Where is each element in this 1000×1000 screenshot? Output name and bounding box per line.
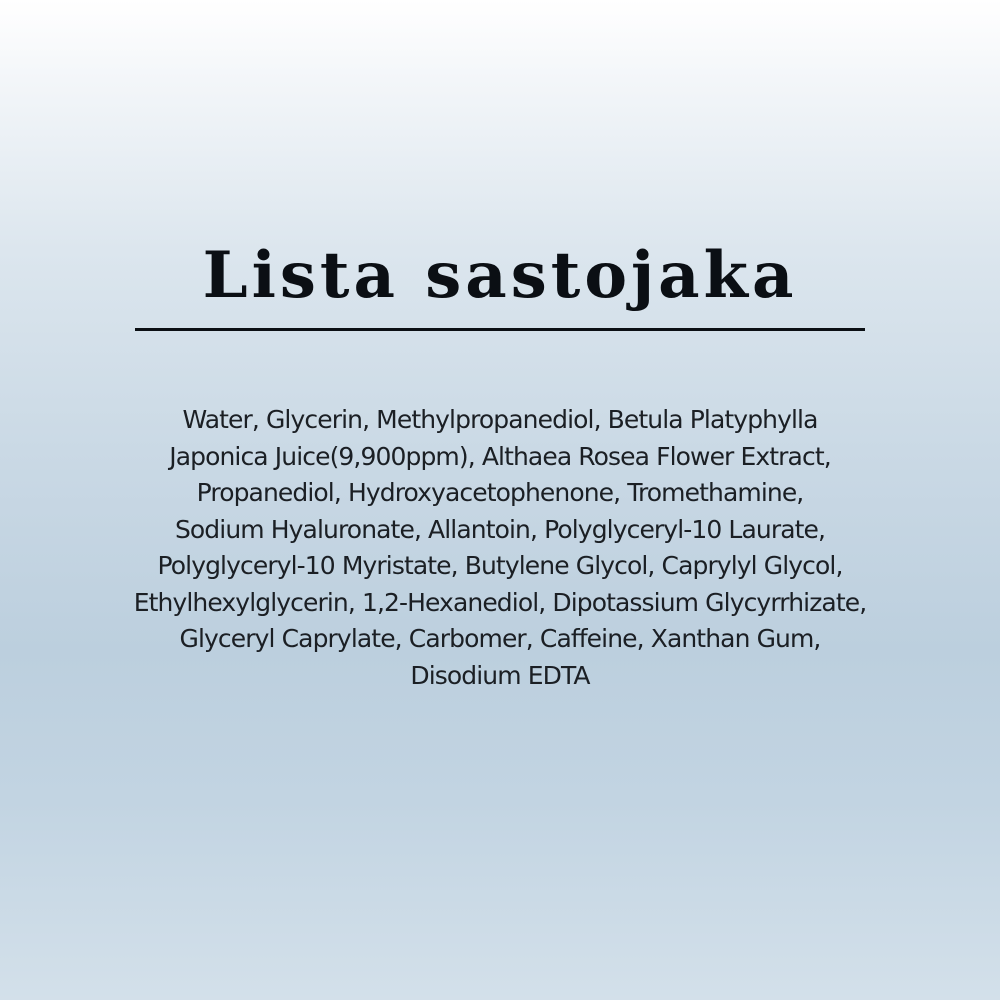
ingredients-line: Ethylhexylglycerin, 1,2-Hexanediol, Dipotassium Glycyrrhizate, <box>133 587 867 617</box>
title-divider <box>135 328 865 331</box>
ingredients-list <box>80 402 920 694</box>
page-title: Lista sastojaka <box>202 238 798 313</box>
ingredients-line: Sodium Hyaluronate, Allantoin, Polyglyceryl-10 Laurate, <box>174 514 826 544</box>
ingredients-line: Japonica Juice(9,900ppm), Althaea Rosea Flower Extract, <box>169 441 831 471</box>
ingredients-line: Glyceryl Caprylate, Carbomer, Caffeine, Xanthan Gum, <box>179 624 821 653</box>
ingredients-line: Polyglyceryl-10 Myristate, Butylene Glycol, Caprylyl Glycol, <box>157 551 843 580</box>
ingredients-line: Disodium EDTA <box>410 660 590 690</box>
ingredients-line: Propanediol, Hydroxyacetophenone, Tromethamine, <box>196 478 804 507</box>
ingredients-line: Water, Glycerin, Methylpropanediol, Betula Platyphylla <box>182 405 818 434</box>
